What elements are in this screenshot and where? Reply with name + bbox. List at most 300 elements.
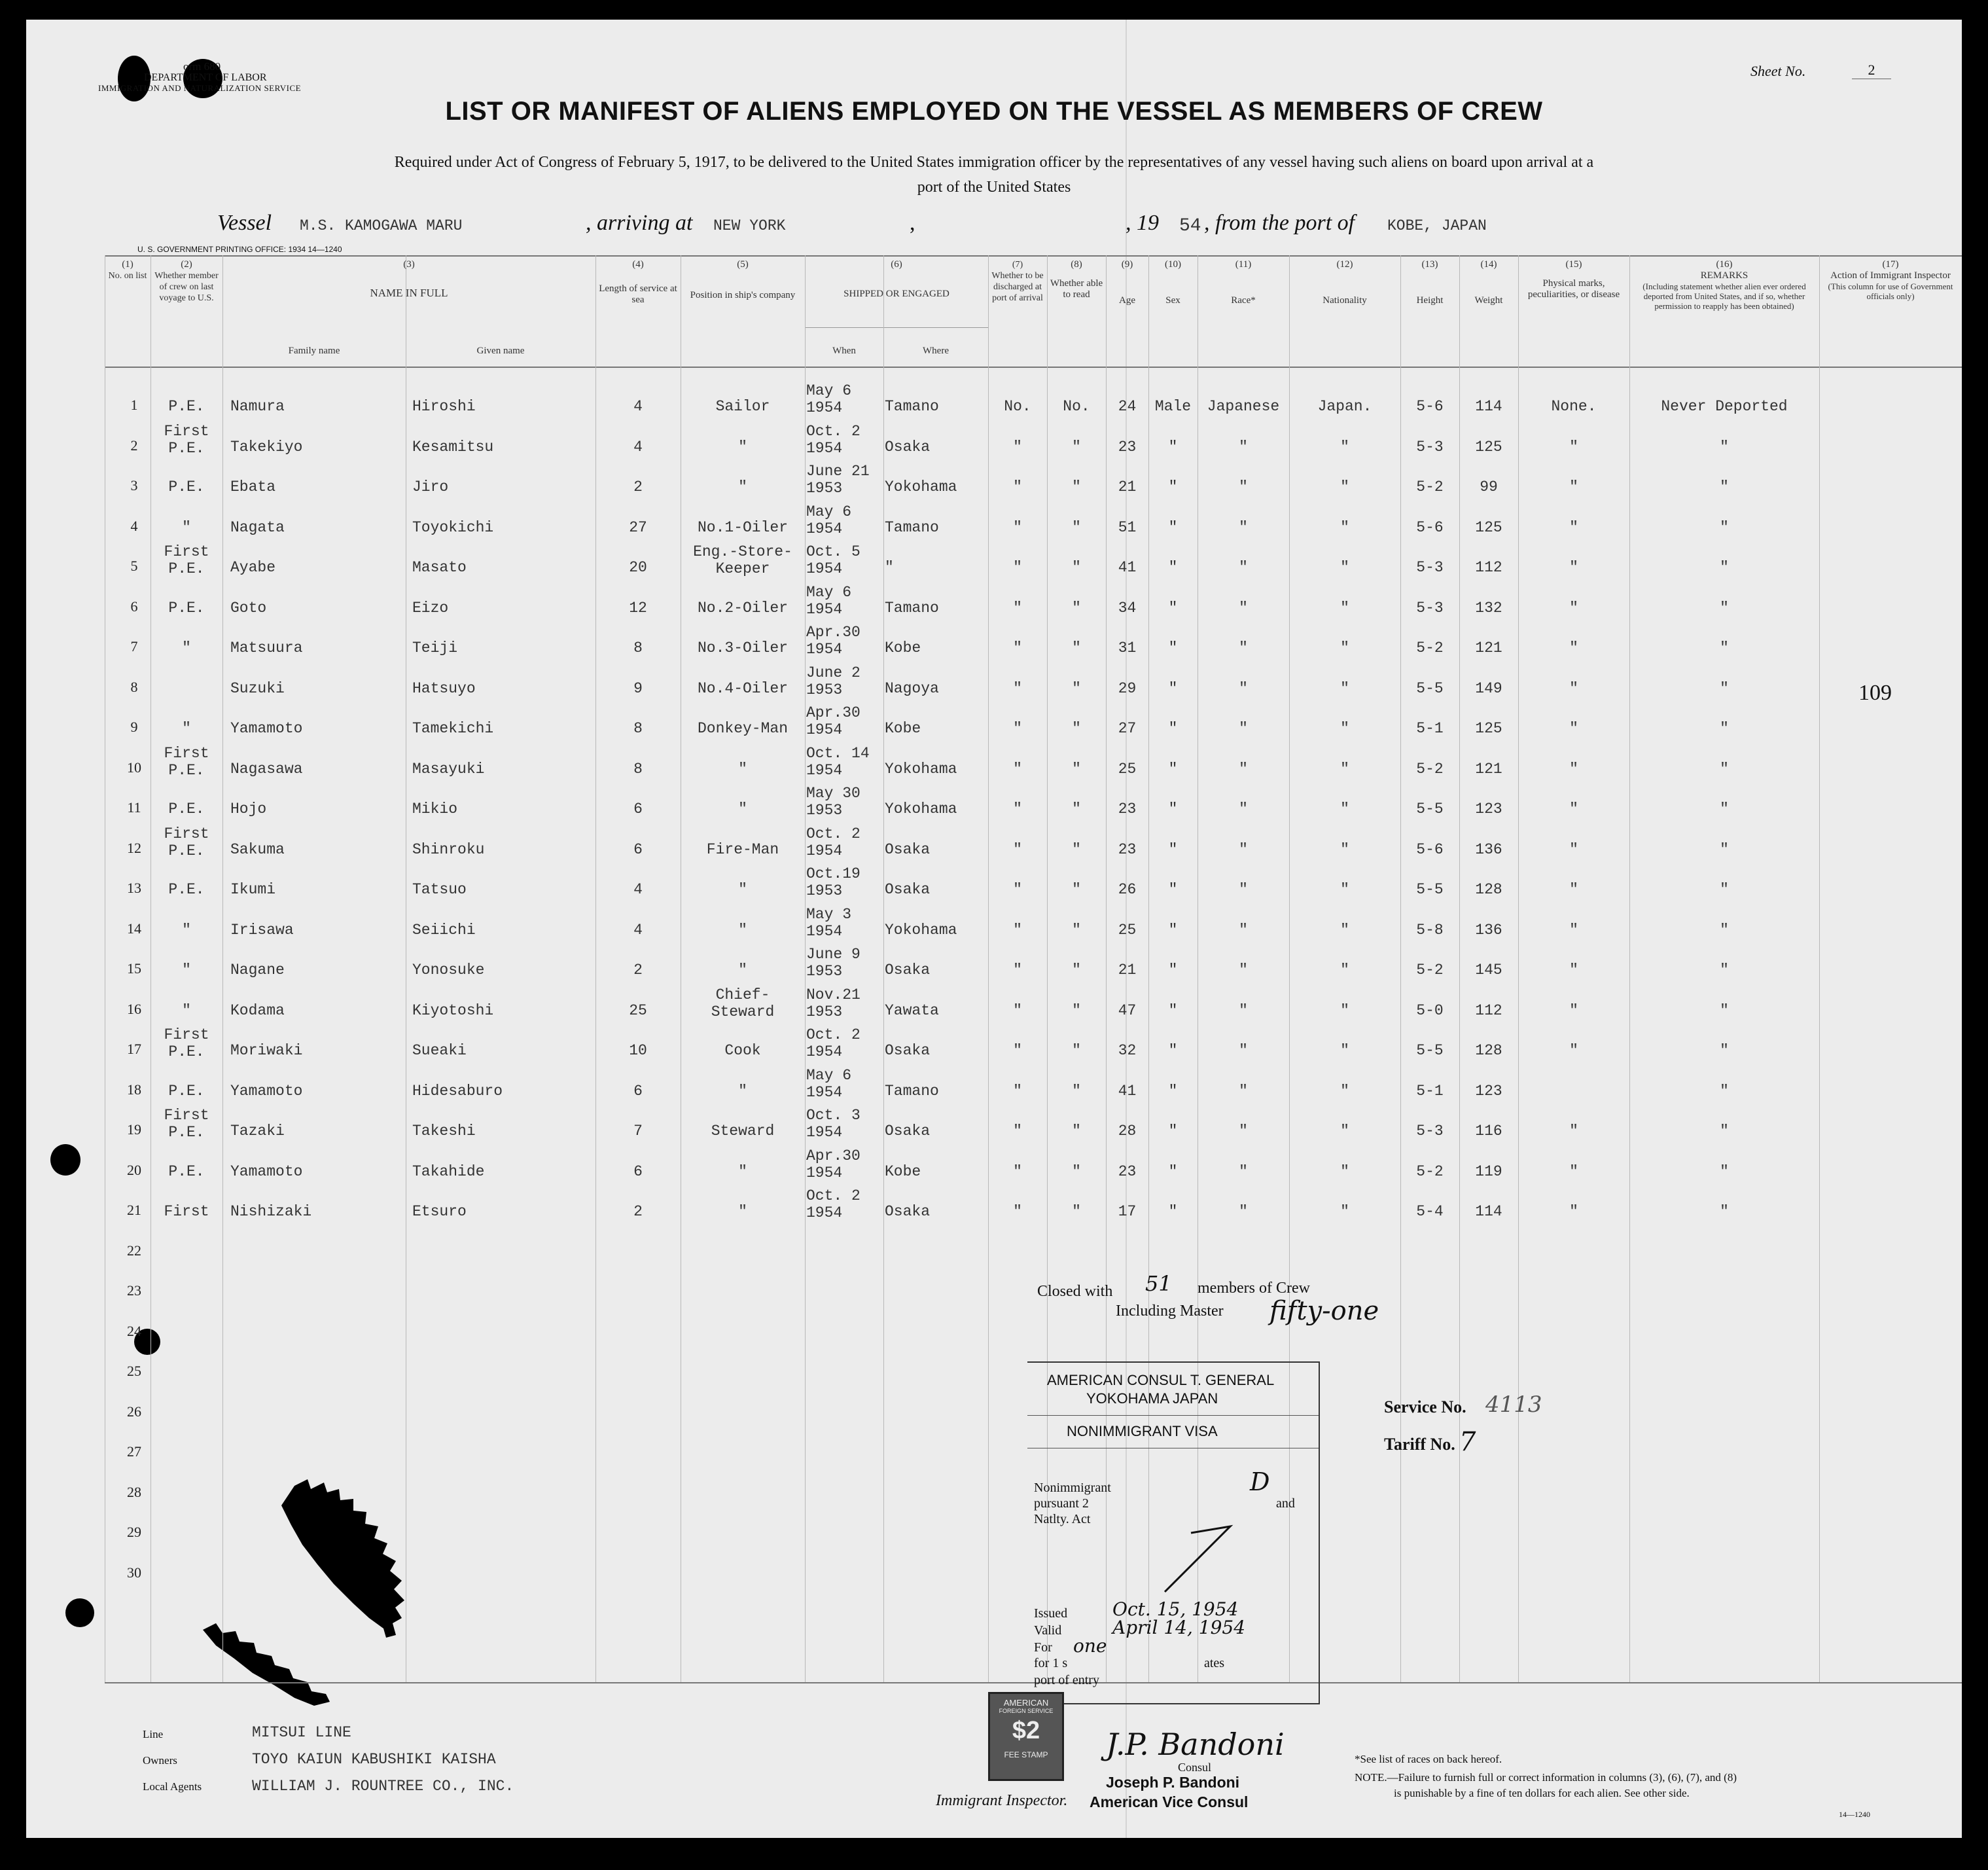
cell-weight: 114 (1475, 398, 1502, 415)
cell-where: Osaka (885, 962, 931, 979)
cell-prev: First P.E. (164, 543, 209, 577)
cell-remarks: " (1720, 438, 1729, 456)
cell-nat: " (1340, 599, 1349, 617)
cell-disch: No. (1004, 398, 1031, 415)
cell-nat: " (1340, 1162, 1349, 1180)
cell-height: 5-2 (1416, 1162, 1444, 1180)
cell-disch: " (1013, 559, 1022, 576)
cell-family: Takekiyo (230, 438, 303, 456)
cell-remarks: " (1720, 881, 1729, 898)
service-label: IMMIGRATION AND NATURALIZATION SERVICE (98, 83, 302, 93)
cell-read: " (1072, 679, 1081, 697)
cell-weight: 121 (1475, 639, 1502, 656)
cell-nat: " (1340, 840, 1349, 858)
cell-given: Jiro (412, 478, 449, 495)
cell-height: 5-8 (1416, 921, 1444, 939)
cell-prev: P.E. (168, 1162, 205, 1180)
cell-position: Donkey-Man (697, 720, 789, 737)
cell-prev: First P.E. (164, 825, 209, 859)
row-number: 10 (127, 759, 141, 776)
cell-height: 5-3 (1416, 438, 1444, 456)
year-value: 54 (1179, 216, 1201, 236)
tariff-number-label: Tariff No. (1384, 1435, 1455, 1454)
cell-weight: 125 (1475, 720, 1502, 737)
cell-service: 10 (629, 1042, 647, 1059)
cell-position: Cook (724, 1042, 761, 1059)
cell-remarks: " (1720, 921, 1729, 939)
col4-header: (4) Length of service at sea (599, 259, 677, 305)
cell-sex: " (1168, 760, 1178, 778)
row-number: 18 (127, 1081, 141, 1098)
cell-given: Shinroku (412, 840, 485, 858)
cell-disch: " (1013, 478, 1022, 495)
cell-position: " (738, 962, 747, 979)
cell-read: " (1072, 840, 1081, 858)
row-number: 9 (130, 719, 138, 735)
cell-sex: " (1168, 840, 1178, 858)
cell-given: Masato (412, 559, 467, 576)
fee-stamp (988, 1692, 1064, 1781)
cell-family: Nagasawa (230, 760, 303, 778)
row-number: 7 (130, 638, 138, 655)
cell-marks: " (1569, 921, 1578, 939)
cell-nat: " (1340, 881, 1349, 898)
cell-where: " (885, 559, 894, 576)
cell-disch: " (1013, 599, 1022, 617)
cell-remarks: " (1720, 559, 1729, 576)
cell-family: Ikumi (230, 881, 276, 898)
cell-age: 25 (1118, 921, 1137, 939)
cell-race: " (1239, 478, 1248, 495)
including-master-label: Including Master (1116, 1303, 1224, 1320)
row-number: 1 (130, 397, 138, 413)
cell-height: 5-5 (1416, 1042, 1444, 1059)
cell-race: " (1239, 921, 1248, 939)
cell-race: " (1239, 679, 1248, 697)
cell-disch: " (1013, 800, 1022, 818)
cell-marks: " (1569, 559, 1578, 576)
cell-height: 5-5 (1416, 679, 1444, 697)
sheet-number-label: Sheet No. (1750, 63, 1806, 79)
cell-race: " (1239, 1123, 1248, 1140)
cell-read: " (1072, 518, 1081, 536)
stamp-class: D (1250, 1467, 1270, 1496)
cell-marks: " (1569, 840, 1578, 858)
cell-family: Hojo (230, 800, 267, 818)
cell-family: Suzuki (230, 679, 285, 697)
cell-where: Osaka (885, 881, 931, 898)
cell-race: " (1239, 840, 1248, 858)
cell-sex: " (1168, 559, 1178, 576)
cell-where: Yokohama (885, 760, 957, 778)
cell-position: " (738, 438, 747, 456)
cell-prev: First P.E. (164, 1026, 209, 1060)
cell-marks: " (1569, 800, 1578, 818)
cell-height: 5-2 (1416, 962, 1444, 979)
cell-read: " (1072, 881, 1081, 898)
cell-service: 6 (633, 1082, 643, 1100)
cell-sex: " (1168, 1082, 1178, 1100)
cell-family: Yamamoto (230, 1082, 303, 1100)
cell-service: 4 (633, 881, 643, 898)
cell-family: Goto (230, 599, 267, 617)
cell-age: 23 (1118, 840, 1137, 858)
cell-family: Nagane (230, 962, 285, 979)
cell-prev: " (182, 639, 191, 656)
cell-position: " (738, 760, 747, 778)
cell-nat: " (1340, 1042, 1349, 1059)
cell-weight: 121 (1475, 760, 1502, 778)
cell-nat: " (1340, 1203, 1349, 1220)
row-number: 30 (127, 1564, 141, 1581)
penalty-note-2: is punishable by a fine of ten dollars for each alien. See other side. (1394, 1787, 1690, 1799)
year-label: , 19 (1126, 211, 1159, 235)
cell-remarks: " (1720, 1123, 1729, 1140)
stamp-checkmark (1158, 1513, 1289, 1598)
cell-height: 5-6 (1416, 840, 1444, 858)
arrival-port: NEW YORK (713, 217, 786, 234)
cell-remarks: " (1720, 720, 1729, 737)
cell-position: Eng.-Store- Keeper (693, 543, 792, 577)
column-rule (805, 255, 806, 1682)
cell-disch: " (1013, 720, 1022, 737)
cell-race: " (1239, 962, 1248, 979)
cell-prev: P.E. (168, 599, 205, 617)
cell-where: Osaka (885, 1042, 931, 1059)
cell-where: Osaka (885, 1203, 931, 1220)
stamp-for-label: For (1034, 1640, 1052, 1655)
stamp-line-1: AMERICAN CONSUL T. GENERAL (1047, 1372, 1275, 1388)
cell-height: 5-3 (1416, 599, 1444, 617)
cell-prev: P.E. (168, 398, 205, 415)
cell-where: Yokohama (885, 921, 957, 939)
col9-header: (9) Age (1119, 259, 1135, 306)
cell-race: " (1239, 438, 1248, 456)
cell-service: 4 (633, 398, 643, 415)
cell-nat: " (1340, 800, 1349, 818)
cell-sex: " (1168, 478, 1178, 495)
subtitle-line-2: port of the United States (917, 179, 1071, 196)
stamp-pursuant: pursuant 2 (1034, 1496, 1089, 1511)
cell-given: Tamekichi (412, 720, 494, 737)
cell-nat: " (1340, 720, 1349, 737)
cell-position: " (738, 1082, 747, 1100)
cell-family: Yamamoto (230, 1162, 303, 1180)
cell-marks: " (1569, 1162, 1578, 1180)
cell-service: 12 (629, 599, 647, 617)
consul-signature: J.P. Bandoni (1106, 1727, 1285, 1762)
cell-height: 5-1 (1416, 1082, 1444, 1100)
cell-weight: 136 (1475, 840, 1502, 858)
torn-damage (196, 1617, 353, 1708)
cell-read: " (1072, 1082, 1081, 1100)
cell-service: 8 (633, 639, 643, 656)
sheet-number-value: 2 (1852, 62, 1891, 79)
cell-race: " (1239, 760, 1248, 778)
cell-sex: " (1168, 639, 1178, 656)
row-number: 6 (130, 598, 138, 615)
row-number: 20 (127, 1161, 141, 1178)
cell-prev: P.E. (168, 881, 205, 898)
cell-read: " (1072, 478, 1081, 495)
service-number-label: Service No. (1384, 1397, 1466, 1416)
stamp-nonimmigrant: Nonimmigrant (1034, 1481, 1111, 1495)
form-code: 14—1240 (1839, 1810, 1870, 1819)
stamp-for-value: one (1073, 1635, 1107, 1657)
cell-read: " (1072, 962, 1081, 979)
cell-sex: " (1168, 1162, 1178, 1180)
cell-when: June 21 1953 (806, 463, 870, 497)
stamp-line-3: NONIMMIGRANT VISA (1067, 1423, 1218, 1439)
cell-nat: " (1340, 438, 1349, 456)
cell-race: " (1239, 599, 1248, 617)
stamp-for-line2: for 1 s (1034, 1656, 1068, 1670)
cell-where: Tamano (885, 518, 939, 536)
cell-race: " (1239, 720, 1248, 737)
row-number: 26 (127, 1403, 141, 1420)
cell-disch: " (1013, 438, 1022, 456)
cell-disch: " (1013, 1203, 1022, 1220)
cell-position: No.2-Oiler (697, 599, 789, 617)
cell-when: May 3 1954 (806, 905, 852, 940)
stamp-valid-date: April 14, 1954 (1112, 1617, 1246, 1638)
cell-disch: " (1013, 921, 1022, 939)
cell-when: Oct. 2 1954 (806, 825, 861, 859)
col6-header: (6) SHIPPED OR ENGAGED (843, 259, 950, 299)
cell-disch: " (1013, 679, 1022, 697)
row-number: 8 (130, 678, 138, 695)
where-header: Where (923, 346, 949, 356)
cell-given: Teiji (412, 639, 458, 656)
subtitle-line-1: Required under Act of Congress of February 5, 1917, to be delivered to the United States immigration officer by the representatives of any vessel having such aliens on board upon arrival at a (394, 154, 1594, 171)
cell-read: " (1072, 1042, 1081, 1059)
fee-stamp-value: $2 (1012, 1717, 1040, 1744)
cell-when: Apr.30 1954 (806, 1147, 861, 1181)
closed-count: 51 (1145, 1271, 1172, 1296)
cell-read: " (1072, 1162, 1081, 1180)
cell-race: " (1239, 1042, 1248, 1059)
cell-when: Oct.19 1953 (806, 865, 861, 899)
cell-age: 41 (1118, 1082, 1137, 1100)
cell-height: 5-1 (1416, 720, 1444, 737)
cell-race: " (1239, 1203, 1248, 1220)
cell-position: " (738, 921, 747, 939)
cell-remarks: " (1720, 840, 1729, 858)
col2-header: (2) Whether member of crew on last voyage to U.S. (154, 259, 219, 303)
cell-age: 24 (1118, 398, 1137, 415)
cell-family: Nishizaki (230, 1203, 312, 1220)
cell-weight: 123 (1475, 1082, 1502, 1100)
cell-when: Oct. 2 1954 (806, 422, 861, 457)
when-header: When (832, 346, 856, 356)
consul-title: Consul (1178, 1761, 1212, 1774)
row-number: 28 (127, 1483, 141, 1500)
cell-prev: P.E. (168, 1082, 205, 1100)
cell-when: Oct. 14 1954 (806, 744, 870, 779)
cell-race: " (1239, 1001, 1248, 1019)
cell-family: Kodama (230, 1001, 285, 1019)
cell-weight: 112 (1475, 1001, 1502, 1019)
cell-remarks: " (1720, 962, 1729, 979)
cell-when: Apr.30 1954 (806, 624, 861, 658)
stamp-rule (1027, 1415, 1319, 1416)
cell-where: Yokohama (885, 800, 957, 818)
closed-count-words: fifty-one (1269, 1296, 1379, 1326)
cell-marks: " (1569, 478, 1578, 495)
cell-service: 6 (633, 800, 643, 818)
cell-remarks: " (1720, 800, 1729, 818)
cell-given: Seiichi (412, 921, 476, 939)
cell-disch: " (1013, 962, 1022, 979)
cell-service: 20 (629, 559, 647, 576)
tariff-number-value: 7 (1459, 1427, 1476, 1457)
officials-note: 109 (1858, 681, 1892, 705)
cell-position: No.1-Oiler (697, 518, 789, 536)
cell-height: 5-5 (1416, 800, 1444, 818)
cell-marks: " (1569, 1001, 1578, 1019)
cell-weight: 123 (1475, 800, 1502, 818)
cell-family: Moriwaki (230, 1042, 303, 1059)
cell-nat: " (1340, 518, 1349, 536)
cell-prev: First P.E. (164, 422, 209, 457)
comma-separator: , (910, 211, 915, 235)
cell-age: 23 (1118, 800, 1137, 818)
col13-header: (13) Height (1416, 259, 1444, 306)
cell-read: No. (1063, 398, 1090, 415)
cell-read: " (1072, 1123, 1081, 1140)
cell-height: 5-6 (1416, 518, 1444, 536)
cell-where: Kobe (885, 720, 921, 737)
cell-position: Fire-Man (706, 840, 779, 858)
cell-family: Sakuma (230, 840, 285, 858)
line-value: MITSUI LINE (252, 1724, 351, 1741)
cell-sex: " (1168, 518, 1178, 536)
given-name-header: Given name (476, 346, 525, 356)
cell-disch: " (1013, 1082, 1022, 1100)
family-name-header: Family name (288, 346, 340, 356)
cell-height: 5-2 (1416, 639, 1444, 656)
cell-nat: Japan. (1317, 398, 1372, 415)
cell-weight: 136 (1475, 921, 1502, 939)
stamp-entries: ates (1204, 1656, 1225, 1670)
cell-nat: " (1340, 679, 1349, 697)
cell-service: 2 (633, 478, 643, 495)
cell-age: 29 (1118, 679, 1137, 697)
cell-service: 4 (633, 921, 643, 939)
cell-race: " (1239, 639, 1248, 656)
cell-weight: 128 (1475, 881, 1502, 898)
cell-when: June 2 1953 (806, 664, 861, 698)
cell-given: Kiyotoshi (412, 1001, 494, 1019)
closed-with-label: Closed with (1037, 1283, 1113, 1300)
cell-position: Chief- Steward (711, 986, 775, 1020)
cell-position: No.3-Oiler (697, 639, 789, 656)
punch-hole (65, 1598, 94, 1627)
cell-marks: " (1569, 518, 1578, 536)
cell-when: May 6 1954 (806, 1066, 852, 1101)
stamp-issued-date: Oct. 15, 1954 (1112, 1598, 1239, 1620)
owners-value: TOYO KAIUN KABUSHIKI KAISHA (252, 1751, 496, 1768)
cell-disch: " (1013, 1123, 1022, 1140)
cell-family: Nagata (230, 518, 285, 536)
row-number: 4 (130, 517, 138, 534)
cell-where: Osaka (885, 438, 931, 456)
cell-read: " (1072, 559, 1081, 576)
cell-age: 26 (1118, 881, 1137, 898)
cell-weight: 125 (1475, 518, 1502, 536)
cell-given: Tatsuo (412, 881, 467, 898)
cell-remarks: " (1720, 1001, 1729, 1019)
col15-header: (15) Physical marks, peculiarities, or disease (1527, 259, 1620, 300)
cell-service: 8 (633, 720, 643, 737)
cell-remarks: " (1720, 518, 1729, 536)
shipped-header-rule (805, 327, 988, 328)
cell-when: Nov.21 1953 (806, 986, 861, 1020)
cell-where: Kobe (885, 639, 921, 656)
cell-given: Kesamitsu (412, 438, 494, 456)
cell-given: Mikio (412, 800, 458, 818)
cell-position: " (738, 800, 747, 818)
cell-nat: " (1340, 921, 1349, 939)
cell-disch: " (1013, 881, 1022, 898)
col5-header: (5) Position in ship's company (690, 259, 796, 300)
department-label: DEPARTMENT OF LABOR (144, 72, 267, 83)
cell-marks: " (1569, 1042, 1578, 1059)
cell-nat: " (1340, 962, 1349, 979)
stamp-valid-label: Valid (1034, 1623, 1062, 1638)
visa-stamp (1027, 1361, 1320, 1704)
cell-age: 27 (1118, 720, 1137, 737)
cell-prev: First (164, 1203, 209, 1220)
cell-age: 28 (1118, 1123, 1137, 1140)
cell-read: " (1072, 760, 1081, 778)
cell-read: " (1072, 720, 1081, 737)
row-number: 29 (127, 1524, 141, 1540)
cell-prev: " (182, 921, 191, 939)
column-rule (222, 255, 223, 1682)
cell-remarks: Never Deported (1661, 398, 1788, 415)
cell-position: " (738, 881, 747, 898)
cell-when: May 6 1954 (806, 583, 852, 618)
cell-marks: None. (1551, 398, 1597, 415)
consul-role: American Vice Consul (1090, 1793, 1249, 1810)
cell-service: 7 (633, 1123, 643, 1140)
fee-stamp-top: AMERICAN (1003, 1698, 1049, 1708)
cell-disch: " (1013, 1042, 1022, 1059)
cell-marks: " (1569, 1123, 1578, 1140)
cell-when: Oct. 2 1954 (806, 1187, 861, 1221)
cell-race: " (1239, 518, 1248, 536)
cell-given: Toyokichi (412, 518, 494, 536)
cell-prev: P.E. (168, 800, 205, 818)
cell-family: Ayabe (230, 559, 276, 576)
immigrant-inspector-label: Immigrant Inspector. (936, 1792, 1068, 1809)
cell-remarks: " (1720, 478, 1729, 495)
cell-remarks: " (1720, 1162, 1729, 1180)
cell-nat: " (1340, 1123, 1349, 1140)
agents-value: WILLIAM J. ROUNTREE CO., INC. (252, 1778, 514, 1795)
cell-family: Matsuura (230, 639, 303, 656)
cell-given: Hidesaburo (412, 1082, 503, 1100)
column-rule (883, 255, 884, 1682)
cell-where: Kobe (885, 1162, 921, 1180)
cell-when: June 9 1953 (806, 946, 861, 980)
row-number: 16 (127, 1000, 141, 1017)
cell-height: 5-5 (1416, 881, 1444, 898)
cell-weight: 145 (1475, 962, 1502, 979)
cell-weight: 128 (1475, 1042, 1502, 1059)
cell-race: " (1239, 800, 1248, 818)
